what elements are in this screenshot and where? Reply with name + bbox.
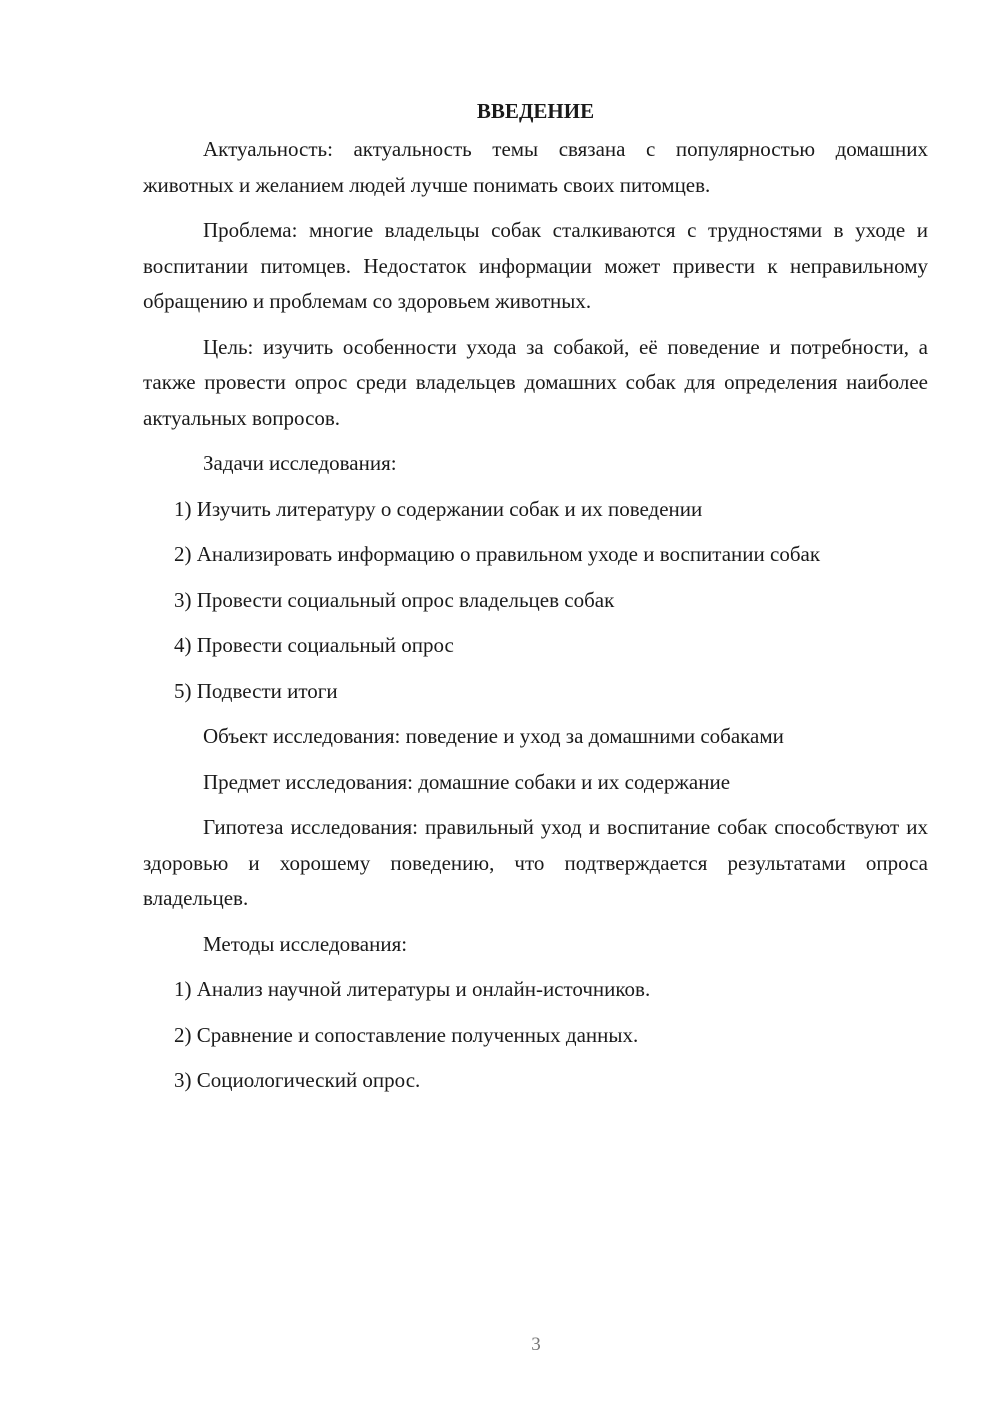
task-item: 3) Провести социальный опрос владельцев собак [174, 587, 615, 612]
tasks-title: Задачи исследования: [203, 451, 397, 475]
subject-paragraph: Предмет исследования: домашние собаки и их содержание [203, 769, 731, 794]
section-heading: ВВЕДЕНИЕ [476, 99, 595, 123]
goal-paragraph: Цель: изучить особенности ухода за собакой, её поведение и потребности, а также провести опрос среди владельцев домашних собак для определения наиболее актуальных вопросов. [143, 334, 928, 430]
page-number: 3 [531, 1334, 541, 1355]
methods-title: Методы исследования: [203, 931, 408, 956]
task-item: 5) Подвести итоги [174, 678, 338, 703]
method-item: 2) Сравнение и сопоставление полученных данных. [174, 1022, 639, 1047]
task-item: 4) Провести социальный опрос [174, 633, 454, 657]
task-item: 2) Анализировать информацию о правильном уходе и воспитании собак [174, 542, 821, 566]
page-content [143, 96, 928, 1109]
relevance-paragraph: Актуальность: актуальность темы связана с популярностью домашних животных и желанием людей лучше понимать своих питомцев. [143, 137, 928, 197]
task-item: 1) Изучить литературу о содержании собак и их поведении [174, 496, 703, 521]
method-item: 3) Социологический опрос. [174, 1068, 421, 1092]
method-item: 1) Анализ научной литературы и онлайн-источников. [174, 977, 651, 1001]
object-paragraph: Объект исследования: поведение и уход за домашними собаками [203, 724, 784, 748]
hypothesis-paragraph: Гипотеза исследования: правильный уход и воспитание собак способствуют их здоровью и хорошему поведению, что подтверждается результатами опроса владельцев. [143, 815, 928, 910]
problem-paragraph: Проблема: многие владельцы собак сталкиваются с трудностями в уходе и воспитании питомцев. Недостаток информации может привести к неправильному обращению и проблемам со здоровьем животных. [143, 218, 928, 313]
